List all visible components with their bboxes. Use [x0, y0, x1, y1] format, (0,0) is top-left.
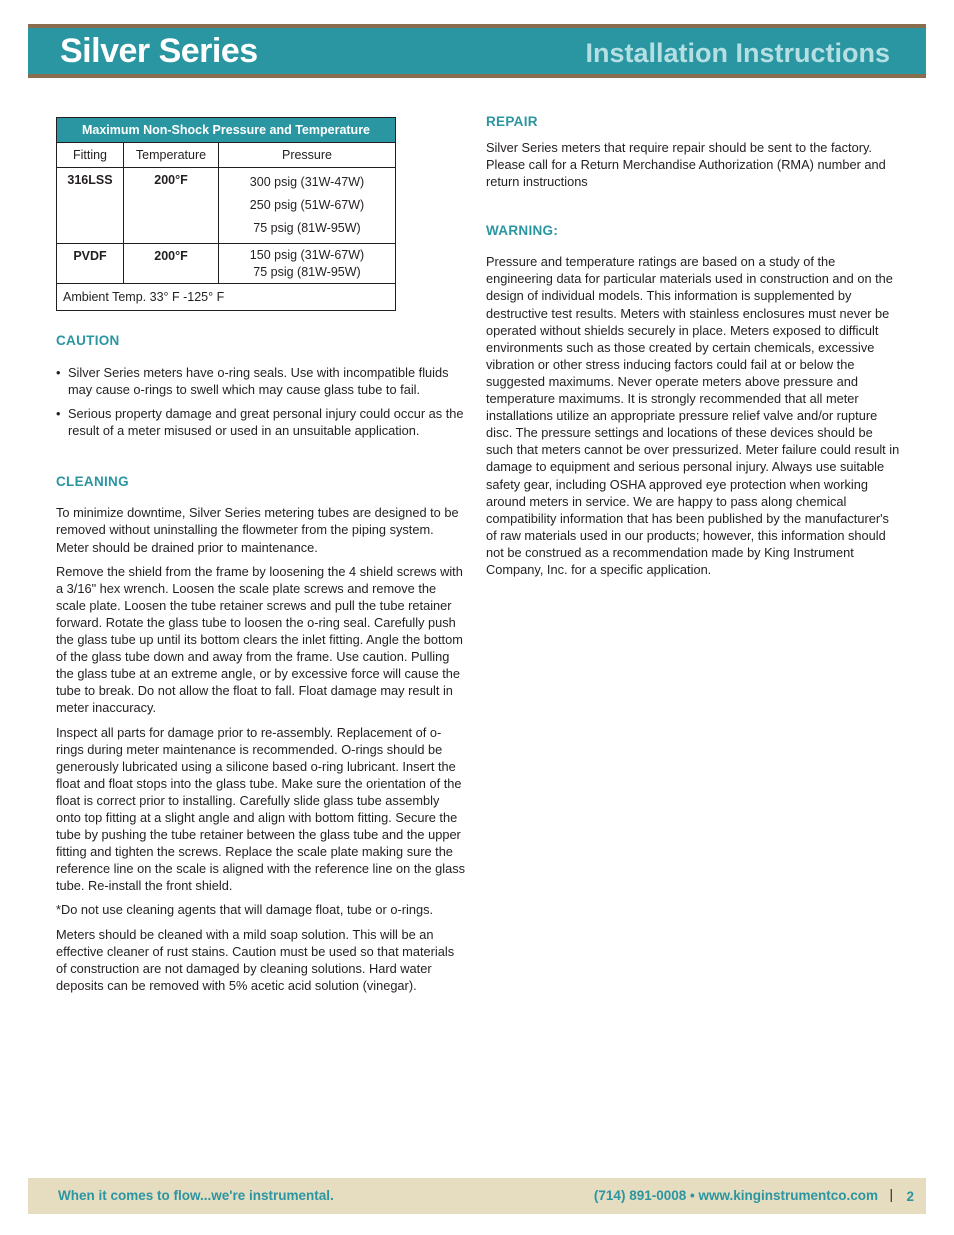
footer-contact-link[interactable]: (714) 891-0008 • www.kinginstrumentco.com	[593, 1188, 878, 1203]
cleaning-body	[56, 504, 466, 994]
col-header-fitting: Fitting	[57, 143, 124, 168]
caution-list	[56, 364, 466, 439]
page-number: 2	[906, 1189, 914, 1204]
caution-text: Serious property damage and great personal injury could occur as the result of a meter misused or used in an unsuitable application.	[68, 406, 464, 439]
cleaning-paragraph: Remove the shield from the frame by loosening the 4 shield screws with a 3/16" hex wrench. Loosen the scale plate screws and remove the scale plate. Loosen the tube retainer screws and pull the tube retainer forward. Rotate the glass tube to loosen the o-ring seal. Carefully push the glass tube up until its bottom clears the inlet fitting. Angle the bottom of the glass tube down and away from the frame. Use caution. Pulling the glass tube at an extreme angle, or by excessive force will cause the tube to break. Do not allow the float to fall. Float damage may result in meter inaccuracy.	[56, 563, 463, 716]
caution-text: Silver Series meters have o-ring seals. Use with incompatible fluids may cause o-rings to swell which may cause glass tube to fail.	[68, 365, 449, 398]
pressure-value: 250 psig (51W-67W)	[249, 198, 365, 212]
cleaning-note: *Do not use cleaning agents that will damage float, tube or o-rings.	[56, 902, 434, 918]
page-footer	[28, 1178, 926, 1214]
fitting-cell: PVDF	[57, 244, 124, 284]
cleaning-paragraph: Inspect all parts for damage prior to re-assembly. Replacement of o-rings during meter maintenance is recommended. O-rings should be generously lubricated using a silicone based o-ring lubricant. Insert the float and float stops into the glass tube. Make sure the orientation of the float is correct prior to installing. Carefully slide glass tube assembly onto top fitting at a slight angle and align with bottom fitting. Secure the tube by pushing the tube retainer between the glass tube and the upper fitting and tighten the screws. Replace the scale plate making sure the reference line on the scale is aligned with the reference line on the glass tube. Re-install the front shield.	[56, 724, 466, 894]
cleaning-paragraph: To minimize downtime, Silver Series metering tubes are designed to be removed without uninstalling the flowmeter from the piping system. Meter should be drained prior to maintenance.	[56, 505, 459, 555]
right-column	[486, 114, 900, 578]
pressure-value: 75 psig (81W-95W)	[253, 265, 361, 279]
table-row	[57, 168, 396, 244]
repair-text: Silver Series meters that require repair should be sent to the factory. Please call for a Return Merchandise Authorization (RMA) number and return instructions	[486, 140, 886, 190]
page-header	[28, 24, 926, 78]
table-row	[57, 244, 396, 284]
pressure-value: 75 psig (81W-95W)	[253, 221, 361, 235]
repair-heading: REPAIR	[486, 114, 538, 129]
section-title: Installation Instructions	[585, 38, 890, 68]
cleaning-paragraph: Meters should be cleaned with a mild soap solution. This will be an effective cleaner of rust stains. Caution must be used so that materials of construction are not damaged by cleaning solutions. Hard water deposits can be removed with 5% acetic acid solution (vinegar).	[56, 926, 455, 993]
left-column	[56, 117, 466, 994]
pressure-temperature-table	[56, 117, 396, 311]
col-header-pressure: Pressure	[219, 143, 396, 168]
warning-text: Pressure and temperature ratings are based on a study of the engineering data for particular materials used in construction and on the design of individual models. This information is supplemented by destructive test results. Meters with stainless enclosures must never be operated without shields securely in place. Meters exposed to difficult environments such as those created by certain chemicals, excessive vibration or other stress inducing factors could fail at or below the suggested maximums. Never operate meters above pressure and temperature maximums. It is strongly recommended that all meter installations utilize an appropriate pressure relief valve and/or rupture disc. The pressure settings and locations of these devices should be such that meters cannot be over pressurized. Meter failure could result in damage to equipment and serious personal injury. Always use suitable safety gear, including OSHA approved eye protection when working around meters in service. We are happy to pass along chemical compatibility information that has been published by the manufacturer's of raw materials used in our products; however, this information should not be construed as a recommendation made by King Instrument Company, Inc. for a specific application.	[486, 254, 900, 577]
list-item: • Silver Series meters have o-ring seals. Use with incompatible fluids may cause o-rings to swell which may cause glass tube to fail.	[56, 365, 449, 398]
table-caption: Maximum Non-Shock Pressure and Temperature	[57, 118, 396, 143]
series-title: Silver Series	[60, 32, 258, 70]
temperature-cell: 200°F	[124, 244, 219, 284]
cleaning-heading: CLEANING	[56, 474, 129, 490]
warning-heading: WARNING:	[486, 223, 559, 239]
pressure-value: 150 psig (31W-67W)	[249, 248, 365, 262]
list-item: • Serious property damage and great personal injury could occur as the result of a meter misused or used in an unsuitable application.	[56, 406, 464, 439]
pressure-value: 300 psig (31W-47W)	[249, 175, 365, 189]
pressure-cell	[219, 244, 396, 284]
pressure-cell	[219, 168, 396, 244]
fitting-cell: 316LSS	[57, 168, 124, 244]
col-header-temperature: Temperature	[124, 143, 219, 168]
footer-separator: |	[889, 1187, 893, 1202]
footer-tagline: When it comes to flow...we're instrumental.	[58, 1188, 334, 1203]
caution-heading: CAUTION	[56, 333, 120, 348]
temperature-cell: 200°F	[124, 168, 219, 244]
table-header-row	[57, 143, 396, 168]
ambient-temperature: Ambient Temp. 33° F -125° F	[57, 284, 396, 311]
